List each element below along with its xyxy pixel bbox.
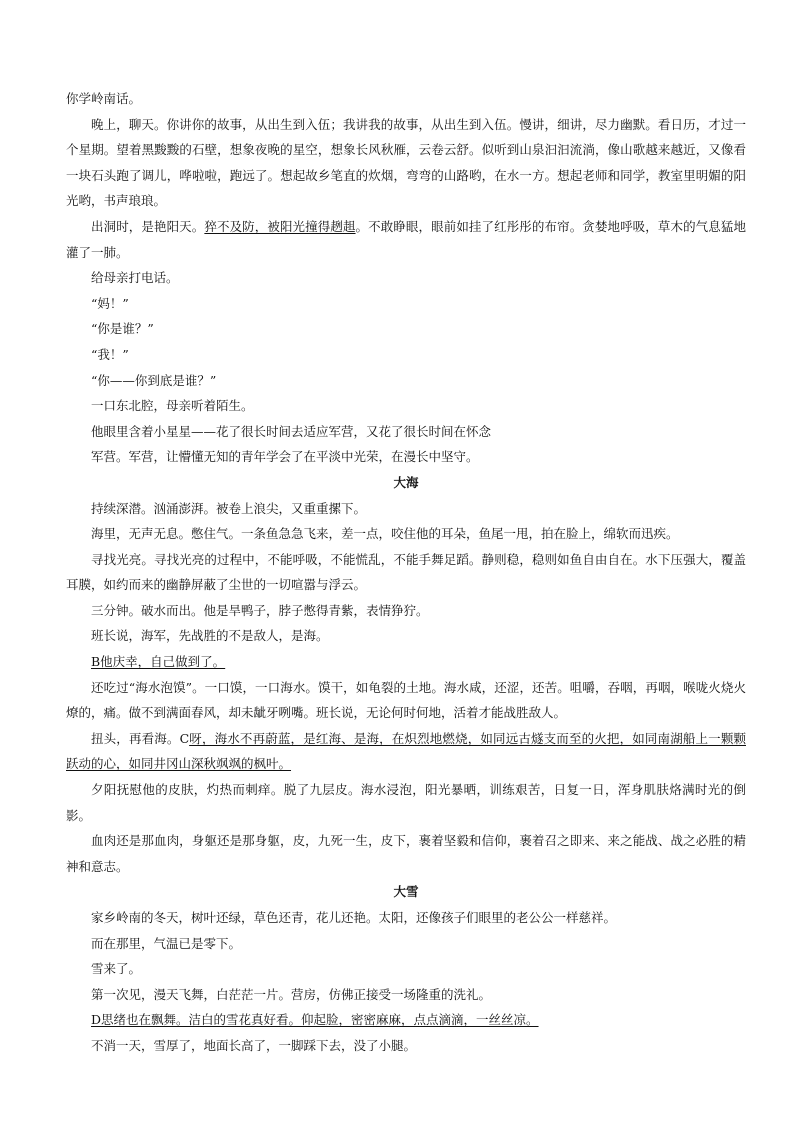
paragraph	[66, 265, 746, 291]
paragraph	[66, 1033, 746, 1059]
text-segment: “我！”	[91, 346, 129, 362]
text-segment: 血肉还是那血肉，身躯还是那身躯，皮，九死一生，皮下，裹着坚毅和信仰，裹着召之即来、来之能战、战之必胜的精神和意志。	[66, 833, 746, 874]
text-segment: 给母亲打电话。	[91, 270, 179, 286]
paragraph	[66, 675, 746, 726]
paragraph	[66, 547, 746, 598]
text-segment: “你——你到底是谁？”	[91, 372, 217, 388]
text-segment: “妈！”	[91, 295, 129, 311]
paragraph	[66, 956, 746, 982]
text-segment: 家乡岭南的冬天，树叶还绿，草色还青，花儿还艳。太阳，还像孩子们眼里的老公公一样慈祥。	[91, 910, 617, 925]
text-segment: 三分钟。破水而出。他是旱鸭子，脖子憋得青紫，表情狰狞。	[91, 602, 429, 618]
paragraph	[66, 112, 746, 214]
paragraph	[66, 777, 746, 828]
section-heading	[66, 470, 746, 496]
underlined-text: B他庆幸，自己做到了。	[91, 654, 226, 670]
text-segment: 一口东北腔，母亲听着陌生。	[91, 398, 254, 414]
text-segment: 他眼里含着小星星——花了很长时间去适应军营，又花了很长时间在怀念	[91, 423, 492, 439]
text-segment: 还吃过“海水泡馍”。一口馍，一口海水。馍干，如龟裂的土地。海水咸，还涩，还苦。咀嚼，吞咽，再咽，喉咙火烧火燎的，痛。做不到满面春风，却未龇牙咧嘴。班长说，无论何时何地，活着才能战胜敌人。	[66, 679, 746, 721]
text-segment: 雪来了。	[91, 961, 142, 977]
underlined-text: 呀，海水不再蔚蓝，是红海、是海，在炽烈地燃烧，如同远古燧支而至的火把，如同南湖船上一颗颗跃动的心，如同井冈山深秋飒飒的枫叶。	[66, 730, 746, 772]
text-segment: 持续深潜。汹涌澎湃。被卷上浪尖，又重重摞下。	[91, 500, 367, 516]
text-segment: “你是谁？”	[91, 321, 154, 337]
paragraph	[66, 393, 746, 419]
paragraph	[66, 419, 746, 445]
paragraph	[66, 598, 746, 624]
paragraph	[66, 291, 746, 317]
text-segment: 军营。军营，让懵懂无知的青年学会了在平淡中光荣，在漫长中坚守。	[91, 449, 479, 465]
text-segment: 扭头，再看海。C	[91, 730, 190, 746]
section-heading	[66, 879, 746, 905]
text-segment: 寻找光亮。寻找光亮的过程中，不能呼吸，不能慌乱，不能手舞足蹈。静则稳，稳则如鱼自由自在。水下压强大，覆盖耳膜，如约而来的幽静屏蔽了尘世的一切喧嚣与浮云。	[66, 551, 746, 593]
text-segment: 。不敢睁眼，眼前如挂了红彤彤的布帘。贪婪地呼吸，草木的气息猛地灌了一肺。	[66, 218, 746, 260]
paragraph	[66, 982, 746, 1008]
paragraph	[66, 905, 746, 931]
document-page	[66, 86, 746, 1059]
paragraph	[66, 316, 746, 342]
text-segment: 海里，无声无息。憋住气。一条鱼急急飞来，差一点，咬住他的耳朵，鱼尾一甩，拍在脸上，绵软而迅疾。	[91, 526, 679, 542]
text-segment: 你学岭南话。	[66, 91, 142, 106]
text-segment: 第一次见，漫天飞舞，白茫茫一片。营房，仿佛正接受一场隆重的洗礼。	[91, 986, 492, 1002]
paragraph	[66, 444, 746, 470]
paragraph	[66, 828, 746, 879]
paragraph	[66, 496, 746, 522]
text-segment: 班长说，海军，先战胜的不是敌人，是海。	[91, 628, 329, 644]
paragraph	[66, 214, 746, 265]
text-segment: 而在那里，气温已是零下。	[91, 935, 242, 951]
paragraph	[66, 649, 746, 675]
paragraph	[66, 368, 746, 394]
paragraph	[66, 342, 746, 368]
paragraph	[66, 726, 746, 777]
text-segment: 出洞时，是艳阳天。	[91, 218, 205, 234]
text-segment: 大雪	[393, 884, 419, 900]
text-segment: 大海	[393, 474, 419, 490]
paragraph	[66, 86, 746, 112]
underlined-text: D思绪也在飘舞。洁白的雪花真好看。仰起脸，密密麻麻，点点滴滴，一丝丝凉。	[91, 1012, 539, 1028]
paragraph	[66, 931, 746, 957]
text-segment: 不消一天，雪厚了，地面长高了，一脚踩下去，没了小腿。	[91, 1037, 417, 1053]
paragraph	[66, 1007, 746, 1033]
paragraph	[66, 623, 746, 649]
paragraph	[66, 521, 746, 547]
text-segment: 晚上，聊天。你讲你的故事，从出生到入伍；我讲我的故事，从出生到入伍。慢讲，细讲，尽力幽默。看日历，才过一个星期。望着黑黢黢的石壁，想象夜晚的星空，想象长风秋雁，云卷云舒。似听到山泉汩汩流淌，像山歌越来越近，又像看一块石头跑了调儿，哗啦啦，跑远了。想起故乡笔直的炊烟，弯弯的山路哟，在水一方。想起老师和同学，教室里明媚的阳光哟，书声琅琅。	[66, 116, 746, 209]
text-segment: 夕阳抚慰他的皮肤，灼热而刺痒。脱了九层皮。海水浸泡，阳光暴晒，训练艰苦，日复一日，浑身肌肤烙满时光的倒影。	[66, 782, 746, 823]
underlined-text: 猝不及防，被阳光撞得趔趄	[204, 218, 356, 234]
